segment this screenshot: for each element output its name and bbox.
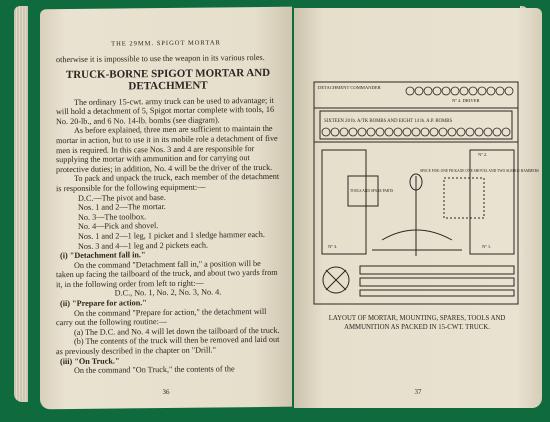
list-item: Nos. 3 and 4—1 leg and 2 pickets each. bbox=[78, 240, 209, 251]
paragraph: On the command "Detachment fall in," a position will be taken up facing the tailboard of the truck, and about two yards from it, in the following order from left to right:— bbox=[56, 258, 278, 290]
paragraph: On the command "On Truck," the contents of the bbox=[74, 364, 235, 376]
truck-layout-diagram bbox=[312, 80, 539, 308]
open-book bbox=[18, 8, 546, 416]
paragraph: The ordinary 15-cwt. army truck can be used to advantage; it will hold a detachment of 5, Spigot mortar complete with tools, 16 No. 20-lb., and 6 No. 14-lb. bombs (see diagram). bbox=[56, 95, 275, 126]
list-item: No. 4—Pick and shovel. bbox=[78, 221, 159, 232]
label-detachment-commander: DETACHMENT COMMANDER bbox=[318, 85, 381, 90]
page-number: 37 bbox=[414, 388, 422, 396]
right-page bbox=[294, 8, 542, 408]
seat-no1 bbox=[470, 150, 514, 254]
label-no1: Nº 1. bbox=[482, 244, 492, 249]
running-header: THE 29MM. SPIGOT MORTAR bbox=[111, 39, 221, 48]
page-number: 36 bbox=[162, 387, 170, 397]
label-tools: TOOLS AND SPARE PARTS bbox=[350, 189, 394, 193]
bomb-rack bbox=[320, 111, 512, 139]
subheading: (iii) "On Truck." bbox=[60, 356, 120, 366]
list-item: No. 3—The toolbox. bbox=[78, 211, 147, 222]
paragraph: To pack and unpack the truck, each member of the detachment is responsible for the following equipment:— bbox=[56, 172, 280, 194]
label-no3: Nº 3. bbox=[328, 244, 338, 249]
subheading: (ii) "Prepare for action." bbox=[60, 298, 147, 309]
paragraph: As before explained, three men are sufficient to maintain the mortar in action, but to use it in its mobile role a detachment of five men is required. In this case Nos. 3 and 4 are responsible for supplying the mortar with ammunition and for carrying out protective duties; in addition, No. 4 will be the driver of the truck. bbox=[56, 124, 278, 174]
seat-no3 bbox=[322, 150, 366, 254]
order-line: D.C., No. 1, No. 2, No. 3, No. 4. bbox=[114, 287, 222, 299]
page-body bbox=[56, 53, 280, 376]
list-item: D.C.—The pivot and base. bbox=[78, 192, 166, 203]
paragraph: On the command "Prepare for action," the detachment will carry out the following routine:— bbox=[56, 306, 267, 328]
text-line: otherwise it is impossible to use the weapon in its various roles. bbox=[56, 52, 265, 65]
left-page bbox=[40, 7, 292, 410]
list-item: Nos. 1 and 2—The mortar. bbox=[78, 202, 166, 213]
label-bombs: SIXTEEN 20 lb. A/TK BOMBS AND EIGHT 14 lb. A.P. BOMBS bbox=[324, 119, 453, 124]
label-no2: Nº 2. bbox=[478, 152, 488, 157]
paragraph: (a) The D.C. and No. 4 will let down the tailboard of the truck. bbox=[74, 325, 280, 337]
section-title: TRUCK-BORNE SPIGOT MORTAR AND DETACHMENT bbox=[65, 66, 271, 92]
figure-caption: LAYOUT OF MORTAR, MOUNTING, SPARES, TOOLS AND AMMUNITION AS PACKED IN 15-CWT. TRUCK. bbox=[328, 315, 506, 331]
label-no4-driver: Nº 4. DRIVER bbox=[452, 98, 480, 103]
label-space: SPACE FOR: ONE PICKAXE ONE SHOVEL AND TWO SLEDGE HAMMERS bbox=[420, 169, 539, 173]
paragraph: (b) The contents of the truck will then be removed and laid out as previously described in the chapter on "Drill." bbox=[56, 335, 280, 357]
list-item: Nos. 1 and 2—1 leg, 1 picket and 1 sledge hammer each. bbox=[78, 229, 265, 241]
subheading: (i) "Detachment fall in." bbox=[60, 250, 146, 261]
space-box bbox=[444, 178, 484, 218]
